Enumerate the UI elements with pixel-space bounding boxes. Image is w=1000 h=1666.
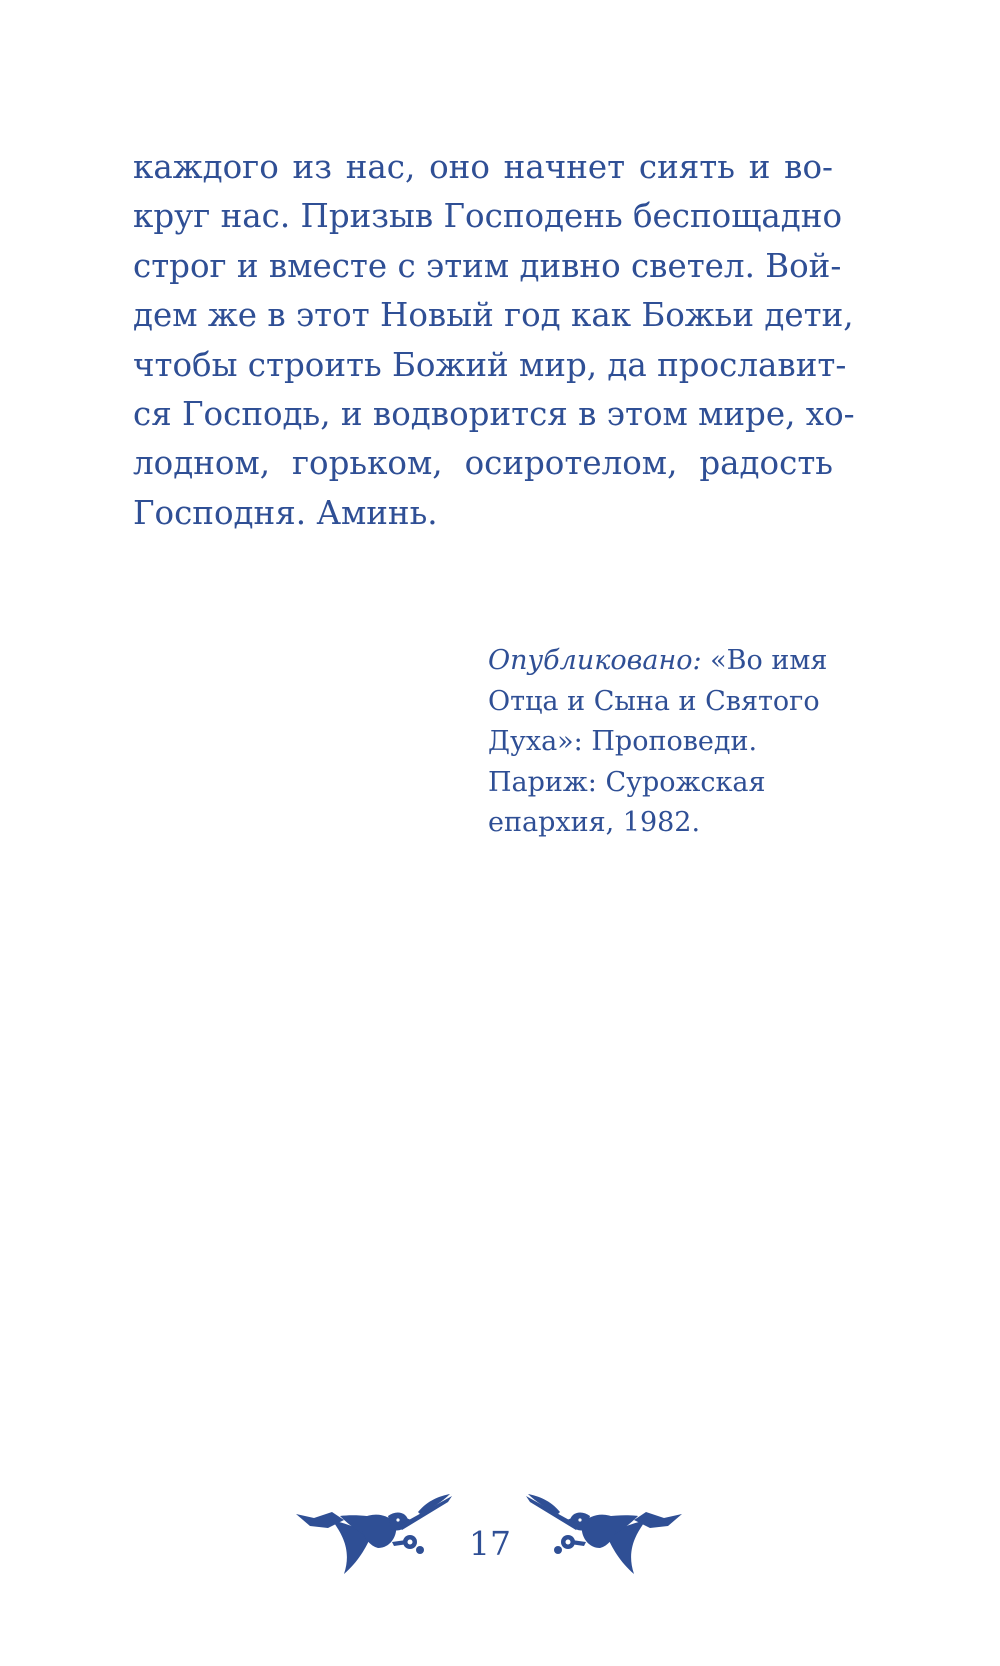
publication-title-start: «Во имя [701,645,828,676]
body-line-6: ся Господь, и водворится в этом мире, хо- [133,395,855,434]
sermon-body-text [133,143,855,538]
publication-note [488,641,848,844]
publication-line-1 [488,641,848,682]
body-line-7: лодном, горьком, осиротелом, радость [133,444,833,483]
publication-line-2: Отца и Сына и Святого [488,685,820,717]
page-number: 17 [469,1524,511,1563]
dove-with-branch-icon [526,1490,686,1580]
publication-label: Опубликовано: [488,645,702,676]
publication-line-4: Париж: Сурожская [488,766,766,798]
body-line-5: чтобы строить Божий мир, да прославит- [133,345,847,384]
publication-line-3: Духа»: Проповеди. [488,726,758,757]
publication-line-5: епархия, 1982. [488,807,701,838]
body-line-2: круг нас. Призыв Господень беспощадно [133,197,843,236]
body-line-3: строг и вместе с этим дивно светел. Вой- [133,246,842,285]
body-line-1: каждого из нас, оно начнет сиять и во- [133,148,833,186]
body-line-8: Господня. Аминь. [133,493,438,532]
body-line-4: дем же в этот Новый год как Божьи дети, [133,296,854,335]
page-footer [0,1490,1000,1600]
dove-with-branch-icon [292,1490,452,1580]
